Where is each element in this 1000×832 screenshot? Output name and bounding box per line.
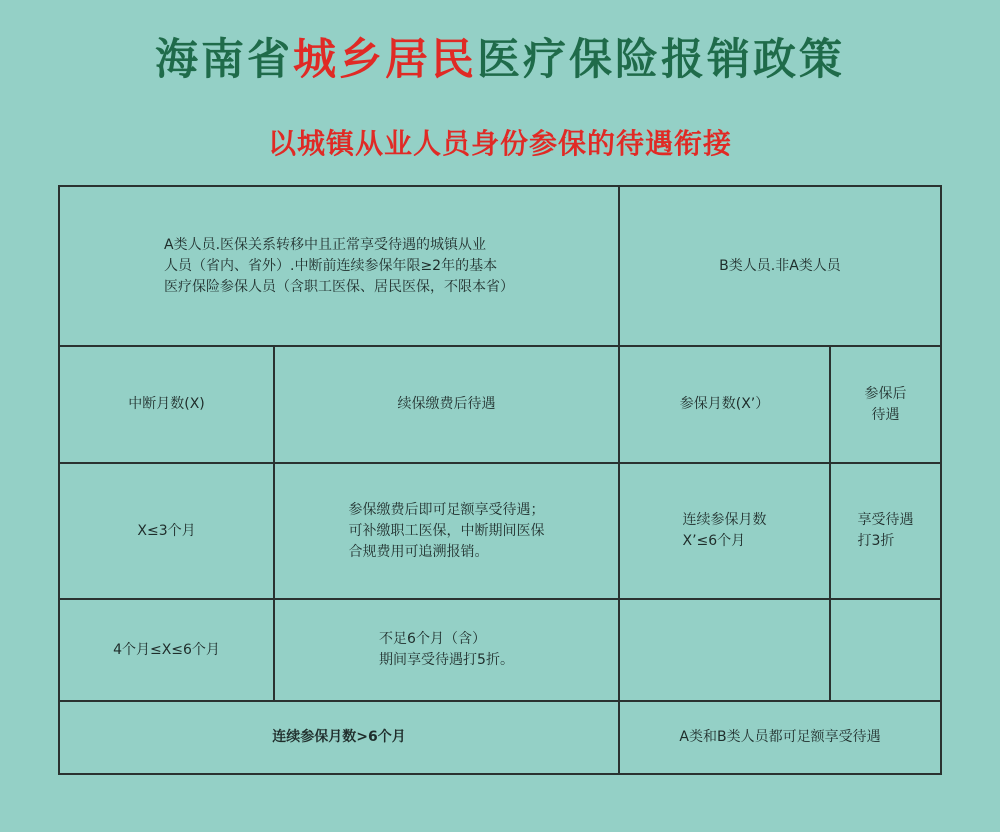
row2-condition-text: 4个月≤X≤6个月 <box>113 641 220 658</box>
row1-condition-cell <box>58 462 275 600</box>
row1-b-treatment-line2: 打3折 <box>857 533 895 549</box>
row1-treatment-line3: 合规费用可追溯报销。 <box>348 543 489 560</box>
row1-b-condition-text <box>683 510 767 552</box>
footer-left-text: 连续参保月数>6个月 <box>272 729 406 745</box>
col-header-continue-text: 续保缴费后待遇 <box>397 396 496 412</box>
row1-b-condition-line1: 连续参保月数 <box>682 512 767 528</box>
row2-treatment-text <box>379 629 514 671</box>
col-header-after <box>829 345 942 464</box>
header-a-text <box>164 235 514 298</box>
row1-b-treatment-text <box>858 510 914 552</box>
header-b-cell <box>618 185 942 347</box>
header-a-line1: A类人员.医保关系转移中且正常享受待遇的城镇从业 <box>164 236 487 253</box>
title-prefix: 海南省 <box>155 35 293 85</box>
row2-treatment-line1: 不足6个月（含） <box>379 631 486 647</box>
row1-b-condition-line2: X’≤6个月 <box>682 533 746 549</box>
title-highlight: 城乡居民 <box>293 35 477 85</box>
footer-right-text: A类和B类人员都可足额享受待遇 <box>679 729 881 745</box>
footer-left-cell <box>58 700 620 775</box>
row1-condition-text: X≤3个月 <box>137 522 196 539</box>
row1-treatment-line1: 参保缴费后即可足额享受待遇； <box>348 501 545 518</box>
row1-b-treatment-cell <box>829 462 942 600</box>
col-header-insured-text: 参保月数(X’） <box>679 396 770 412</box>
col-header-after-line1: 参保后 <box>864 385 907 402</box>
row2-condition-cell <box>58 598 275 702</box>
header-b-text: B类人员.非A类人员 <box>719 257 841 274</box>
page-subtitle: 以城镇从业人员身份参保的待遇衔接 <box>267 127 732 160</box>
header-a-line2: 人员（省内、省外）.中断前连续参保年限≥2年的基本 <box>164 257 498 274</box>
row2-b-empty-cell <box>618 598 831 702</box>
col-header-interrupt <box>58 345 275 464</box>
row1-treatment-cell <box>273 462 620 600</box>
row1-b-condition-cell <box>618 462 831 600</box>
header-a-line3: 医疗保险参保人员（含职工医保、居民医保，不限本省） <box>164 278 514 295</box>
page-title <box>0 30 1000 90</box>
col-header-interrupt-text: 中断月数(X) <box>128 396 205 412</box>
title-suffix: 医疗保险报销政策 <box>477 35 845 85</box>
col-header-after-text <box>865 384 907 426</box>
col-header-continue <box>273 345 620 464</box>
row2-treatment-cell <box>273 598 620 702</box>
header-a-cell <box>58 185 620 347</box>
policy-table <box>58 185 942 775</box>
row1-b-treatment-line1: 享受待遇 <box>857 512 914 528</box>
row1-treatment-text <box>349 500 545 563</box>
col-header-insured <box>618 345 831 464</box>
footer-right-cell <box>618 700 942 775</box>
row2-treatment-line2: 期间享受待遇打5折。 <box>379 652 514 668</box>
row1-treatment-line2: 可补缴职工医保，中断期间医保 <box>348 522 545 539</box>
col-header-after-line2: 待遇 <box>871 406 900 423</box>
row2-b-empty-cell-2 <box>829 598 942 702</box>
